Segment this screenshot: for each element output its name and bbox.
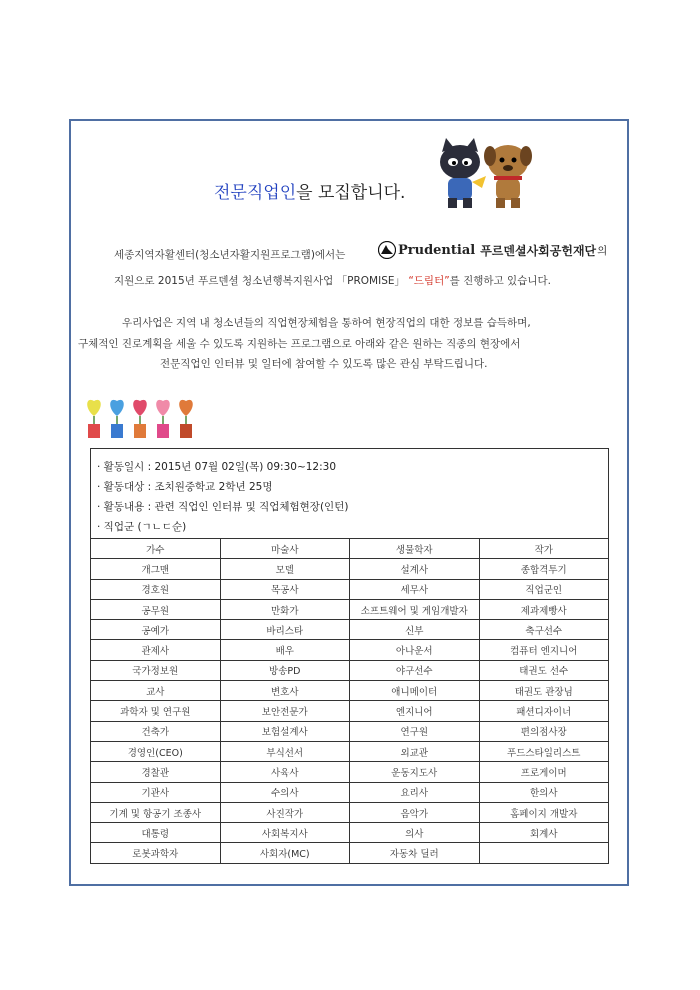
job-cell: 사회복지사 bbox=[220, 823, 350, 843]
prudential-logo bbox=[378, 241, 607, 259]
job-cell: 가수 bbox=[91, 539, 221, 559]
job-cell: 컴퓨터 엔지니어 bbox=[479, 640, 609, 660]
job-cell: 배우 bbox=[220, 640, 350, 660]
table-row bbox=[91, 802, 609, 822]
body-line-2: 구체적인 진로계획을 세울 수 있도록 지원하는 프로그램으로 아래와 같은 원하는 직종의 현장에서 bbox=[78, 338, 521, 350]
info-job-group: · 직업군 (ㄱㄴㄷ순) bbox=[97, 521, 187, 533]
heart-pots-decoration bbox=[82, 390, 202, 440]
job-cell: 과학자 및 연구원 bbox=[91, 701, 221, 721]
job-cell: 생물학자 bbox=[350, 539, 480, 559]
job-cell: 설계사 bbox=[350, 559, 480, 579]
table-row bbox=[91, 762, 609, 782]
program-name: “드림터” bbox=[408, 275, 450, 287]
job-cell: 직업군인 bbox=[479, 579, 609, 599]
job-cell: 건축가 bbox=[91, 721, 221, 741]
table-row bbox=[91, 599, 609, 619]
intro-line2: 지원으로 2015년 푸르덴셜 청소년행복지원사업 「PROMISE」 “드림터”를 진행하고 있습니다. bbox=[114, 275, 551, 287]
job-cell: 보험설계사 bbox=[220, 721, 350, 741]
job-cell: 목공사 bbox=[220, 579, 350, 599]
job-cell: 대통령 bbox=[91, 823, 221, 843]
job-cell: 로봇과학자 bbox=[91, 843, 221, 863]
job-cell: 작가 bbox=[479, 539, 609, 559]
job-cell: 부식선서 bbox=[220, 741, 350, 761]
job-cell: 수의사 bbox=[220, 782, 350, 802]
page-title bbox=[214, 178, 405, 203]
job-cell: 엔지니어 bbox=[350, 701, 480, 721]
job-cell: 요리사 bbox=[350, 782, 480, 802]
table-row bbox=[91, 579, 609, 599]
job-cell: 자동차 딜러 bbox=[350, 843, 480, 863]
job-cell: 경호원 bbox=[91, 579, 221, 599]
title-highlight: 전문직업인 bbox=[214, 183, 297, 203]
job-cell: 변호사 bbox=[220, 681, 350, 701]
table-row bbox=[91, 782, 609, 802]
table-row bbox=[91, 640, 609, 660]
job-cell: 기관사 bbox=[91, 782, 221, 802]
job-cell: 마술사 bbox=[220, 539, 350, 559]
job-cell: 야구선수 bbox=[350, 660, 480, 680]
table-row bbox=[91, 620, 609, 640]
job-cell: 경찰관 bbox=[91, 762, 221, 782]
logo-korean-name: 푸르덴셜사회공헌재단 bbox=[480, 243, 597, 258]
body-line-1: 우리사업은 지역 내 청소년들의 직업현장체험을 통하여 현장직업의 대한 정보를 습득하며, bbox=[122, 317, 531, 329]
job-cell: 외교관 bbox=[350, 741, 480, 761]
job-cell: 프로게이머 bbox=[479, 762, 609, 782]
table-row bbox=[91, 660, 609, 680]
job-cell: 한의사 bbox=[479, 782, 609, 802]
job-cell: 패션디자이너 bbox=[479, 701, 609, 721]
job-cell: 보안전문가 bbox=[220, 701, 350, 721]
table-row bbox=[91, 843, 609, 863]
job-cell: 경영인(CEO) bbox=[91, 741, 221, 761]
job-cell: 아나운서 bbox=[350, 640, 480, 660]
job-cell: 종합격투기 bbox=[479, 559, 609, 579]
job-cell: 회계사 bbox=[479, 823, 609, 843]
table-row bbox=[91, 539, 609, 559]
mascot-illustration bbox=[432, 138, 536, 212]
job-cell: 태권도 관장님 bbox=[479, 681, 609, 701]
job-cell: 애니메이터 bbox=[350, 681, 480, 701]
job-cell bbox=[479, 843, 609, 863]
job-cell: 관제사 bbox=[91, 640, 221, 660]
job-cell: 만화가 bbox=[220, 599, 350, 619]
job-cell: 홈페이지 개발자 bbox=[479, 802, 609, 822]
table-row bbox=[91, 681, 609, 701]
job-cell: 제과제빵사 bbox=[479, 599, 609, 619]
body-line-3: 전문직업인 인터뷰 및 일터에 참여할 수 있도록 많은 관심 부탁드립니다. bbox=[160, 358, 488, 370]
job-table bbox=[90, 538, 609, 864]
job-cell: 사회자(MC) bbox=[220, 843, 350, 863]
job-cell: 공무원 bbox=[91, 599, 221, 619]
logo-name: Prudential bbox=[398, 242, 476, 258]
job-cell: 국가정보원 bbox=[91, 660, 221, 680]
job-cell: 사육사 bbox=[220, 762, 350, 782]
table-row bbox=[91, 721, 609, 741]
job-cell: 사진작가 bbox=[220, 802, 350, 822]
info-content: · 활동내용 : 관련 직업인 인터뷰 및 직업체험현장(인턴) bbox=[97, 501, 349, 513]
job-cell: 태권도 선수 bbox=[479, 660, 609, 680]
intro-line1-suffix: 의 bbox=[597, 244, 608, 257]
job-cell: 세무사 bbox=[350, 579, 480, 599]
title-rest: 을 모집합니다. bbox=[296, 183, 406, 203]
job-cell: 방송PD bbox=[220, 660, 350, 680]
table-row bbox=[91, 559, 609, 579]
job-cell: 축구선수 bbox=[479, 620, 609, 640]
job-cell: 편의점사장 bbox=[479, 721, 609, 741]
job-cell: 기계 및 항공기 조종사 bbox=[91, 802, 221, 822]
job-cell: 의사 bbox=[350, 823, 480, 843]
job-cell: 연구원 bbox=[350, 721, 480, 741]
job-cell: 소프트웨어 및 게임개발자 bbox=[350, 599, 480, 619]
job-cell: 바리스타 bbox=[220, 620, 350, 640]
job-cell: 모델 bbox=[220, 559, 350, 579]
job-cell: 운동지도사 bbox=[350, 762, 480, 782]
info-date: · 활동일시 : 2015년 07월 02일(목) 09:30~12:30 bbox=[97, 461, 336, 473]
job-cell: 음악가 bbox=[350, 802, 480, 822]
job-cell: 신부 bbox=[350, 620, 480, 640]
table-row bbox=[91, 741, 609, 761]
table-row bbox=[91, 823, 609, 843]
job-cell: 개그맨 bbox=[91, 559, 221, 579]
activity-info bbox=[90, 448, 609, 538]
prudential-rock-icon bbox=[378, 241, 396, 259]
intro-line1-prefix: 세종지역자활센터(청소년자활지원프로그램)에서는 bbox=[114, 249, 346, 261]
job-cell: 교사 bbox=[91, 681, 221, 701]
info-target: · 활동대상 : 조치원중학교 2학년 25명 bbox=[97, 481, 273, 493]
job-cell: 푸드스타일리스트 bbox=[479, 741, 609, 761]
job-cell: 공예가 bbox=[91, 620, 221, 640]
table-row bbox=[91, 701, 609, 721]
